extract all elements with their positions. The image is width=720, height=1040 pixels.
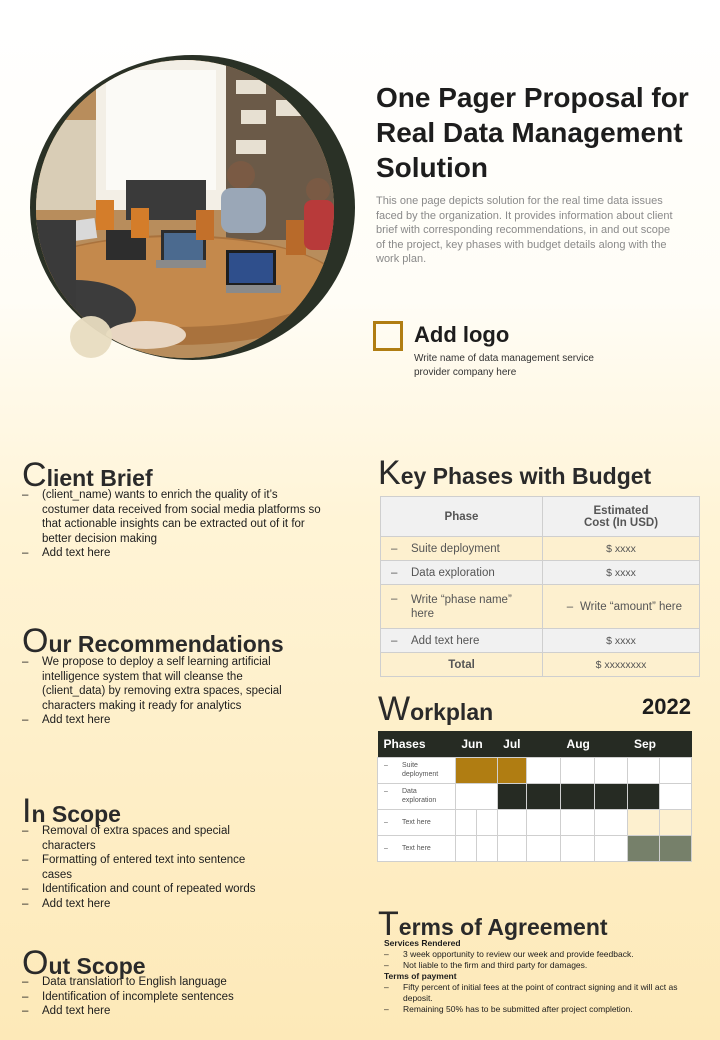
heading-rest: erms of Agreement: [398, 914, 608, 940]
table-row: [381, 537, 700, 561]
gantt-cell: [527, 835, 561, 861]
list-item: – Removal of extra spaces and special characters: [22, 824, 272, 853]
gantt-cell: [455, 783, 497, 809]
workplan-heading: [378, 690, 493, 729]
table-row: [378, 809, 692, 835]
cost-cell: $ xxxx: [543, 561, 700, 585]
client-brief-list: [22, 488, 327, 561]
list-item: – Add text here: [22, 1004, 302, 1019]
phase-cell: Add text here: [411, 634, 480, 647]
out-scope-list: [22, 975, 302, 1019]
payment-title: Terms of payment: [384, 971, 457, 981]
recommendations-list: [22, 655, 287, 728]
dash: –: [384, 762, 388, 769]
workplan-col-sep: Sep: [628, 731, 692, 757]
phase-label: Text here: [402, 818, 431, 826]
budget-table: [380, 496, 700, 677]
heading-initial: T: [378, 905, 399, 943]
gantt-bar: [527, 783, 561, 809]
heading-rest: lient Brief: [46, 465, 153, 491]
dash: –: [391, 542, 398, 555]
list-item: – Identification and count of repeated words: [22, 882, 272, 897]
budget-heading: [378, 454, 651, 493]
phase-label: Data exploration: [402, 788, 437, 804]
heading-initial: O: [22, 944, 49, 982]
heading-initial: C: [22, 456, 47, 494]
logo-placeholder-icon: [373, 321, 403, 351]
gantt-bar: [660, 835, 692, 861]
in-scope-list: [22, 824, 272, 911]
workplan-year: 2022: [642, 694, 691, 719]
cost-cell: Write “amount” here: [579, 600, 683, 613]
phase-label: Suite deployment: [402, 762, 439, 778]
gantt-cell: [455, 835, 476, 861]
budget-col-phase: Phase: [381, 497, 543, 537]
list-item: – (client_name) wants to enrich the quality of it’s costumer data received from social media platforms so that actionable insights can be extracted out of it for better decision making: [22, 488, 327, 546]
table-row: [381, 585, 700, 629]
workplan-col-jun: Jun: [455, 731, 497, 757]
table-row: [378, 757, 692, 783]
gantt-cell: [527, 809, 561, 835]
gantt-bar: [660, 809, 692, 835]
workplan-col-jul: Jul: [497, 731, 560, 757]
table-row: [381, 561, 700, 585]
gantt-cell: [561, 757, 595, 783]
cost-cell: $ xxxx: [543, 537, 700, 561]
cost-cell: $ xxxx: [543, 629, 700, 653]
logo-title: Add logo: [414, 322, 510, 347]
list-item: – Remaining 50% has to be submitted after project completion.: [384, 1004, 694, 1015]
heading-rest: n Scope: [31, 801, 121, 827]
total-value: $ xxxxxxxx: [543, 653, 700, 677]
page-subtitle: This one page depicts solution for the real time data issues faced by the organization. It provides information about client brief with corresponding recommendations, in and out scope of the project, key phases with budget details along with the work plan.: [376, 195, 673, 265]
dash: –: [384, 844, 388, 852]
gantt-cell: [561, 835, 595, 861]
dash: –: [391, 566, 398, 579]
list-item: – 3 week opportunity to review our week and provide feedback.: [384, 949, 694, 960]
heading-initial: W: [378, 690, 411, 728]
list-item: – Add text here: [22, 897, 272, 912]
list-item: – Data translation to English language: [22, 975, 302, 990]
logo-subtitle: Write name of data management service provider company here: [414, 353, 594, 378]
phase-cell: Write “phase name” here: [411, 593, 512, 620]
list-item: – Add text here: [22, 546, 327, 561]
workplan-grid: [377, 731, 692, 862]
table-row: [378, 835, 692, 861]
gantt-bar: [455, 757, 497, 783]
gantt-cell: [594, 757, 628, 783]
dash: –: [566, 600, 574, 613]
phase-cell: Suite deployment: [411, 542, 500, 555]
phase-cell: Data exploration: [411, 566, 495, 579]
gantt-bar: [594, 783, 628, 809]
total-row: [381, 653, 700, 677]
gantt-bar: [628, 835, 660, 861]
phase-label: Text here: [402, 844, 431, 852]
terms-body: [384, 938, 694, 1015]
page-title: One Pager Proposal for Real Data Management Solution: [376, 82, 689, 183]
dash: –: [384, 818, 388, 826]
gantt-bar: [628, 809, 660, 835]
gantt-cell: [476, 809, 497, 835]
table-row: [378, 783, 692, 809]
gantt-cell: [594, 809, 628, 835]
heading-rest: ut Scope: [48, 953, 146, 979]
gantt-bar: [628, 783, 660, 809]
gantt-bar: [497, 783, 527, 809]
gantt-cell: [660, 757, 692, 783]
list-item: – We propose to deploy a self learning artificial intelligence system that will cleanse the (client_data) by removing extra spaces, special characters making it ready for analytics: [22, 655, 287, 713]
heading-initial: O: [22, 622, 49, 660]
list-item: – Not liable to the firm and third party for damages.: [384, 960, 694, 971]
table-row: [381, 629, 700, 653]
workplan-col-aug: Aug: [561, 731, 628, 757]
gantt-cell: [660, 783, 692, 809]
gantt-cell: [497, 835, 527, 861]
heading-rest: ur Recommendations: [48, 631, 284, 657]
decorative-dot: [70, 316, 112, 358]
dash: –: [391, 592, 398, 605]
dash: –: [384, 788, 388, 795]
list-item: – Identification of incomplete sentences: [22, 990, 302, 1005]
gantt-cell: [476, 835, 497, 861]
list-item: – Formatting of entered text into sentence cases: [22, 853, 272, 882]
gantt-cell: [497, 809, 527, 835]
budget-col-cost: Estimated Cost (In USD): [543, 497, 700, 537]
workplan-col-phases: Phases: [378, 731, 456, 757]
heading-rest: ey Phases with Budget: [400, 463, 652, 489]
heading-initial: I: [22, 792, 32, 830]
gantt-cell: [628, 757, 660, 783]
gantt-cell: [527, 757, 561, 783]
services-title: Services Rendered: [384, 938, 461, 948]
heading-initial: K: [378, 454, 401, 492]
dash: –: [391, 634, 398, 647]
gantt-cell: [455, 809, 476, 835]
gantt-bar: [561, 783, 595, 809]
list-item: – Add text here: [22, 713, 287, 728]
meeting-photo: [36, 60, 334, 358]
heading-rest: orkplan: [410, 699, 494, 725]
total-label: Total: [381, 653, 543, 677]
gantt-cell: [561, 809, 595, 835]
gantt-cell: [594, 835, 628, 861]
gantt-bar: [497, 757, 527, 783]
list-item: – Fifty percent of initial fees at the point of contract signing and it will act as deposit.: [384, 982, 694, 1004]
